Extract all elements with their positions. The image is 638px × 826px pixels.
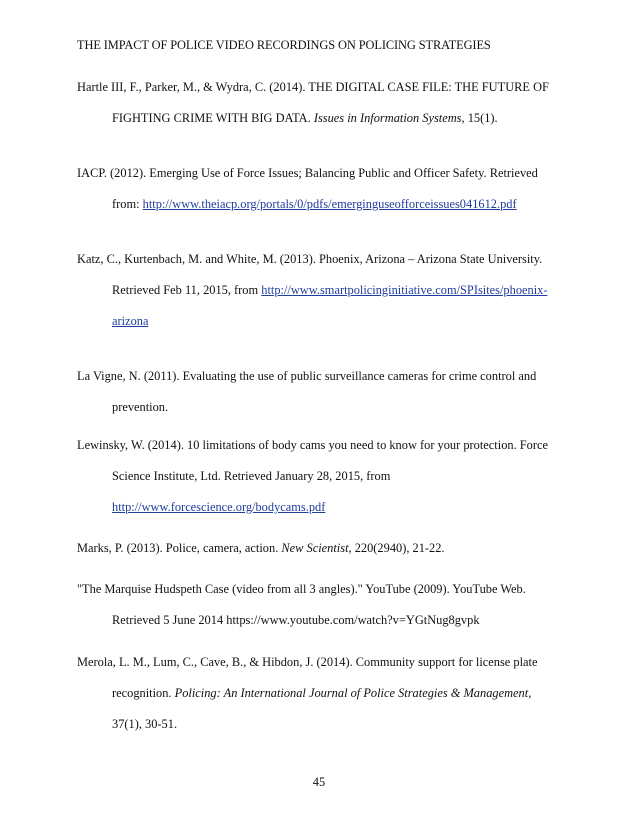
reference-katz-line-1: Katz, C., Kurtenbach, M. and White, M. (2013). Phoenix, Arizona – Arizona State University. xyxy=(77,252,543,266)
reference-hartle-source: Issues in Information Systems, xyxy=(313,111,465,125)
reference-lewinsky-line-2: Science Institute, Ltd. Retrieved January 28, 2015, from xyxy=(112,469,391,483)
reference-marks-prefix: Marks, P. (2013). Police, camera, action. xyxy=(77,541,279,555)
reference-marks-source: New Scientist xyxy=(281,541,349,555)
reference-lavigne-line-1: La Vigne, N. (2011). Evaluating the use of public surveillance cameras for crime control and xyxy=(77,369,537,383)
reference-iacp-line-2 xyxy=(112,197,517,212)
reference-lewinsky-line-1: Lewinsky, W. (2014). 10 limitations of body cams you need to know for your protection. Force xyxy=(77,438,548,452)
reference-katz-line-3 xyxy=(112,314,148,329)
reference-lewinsky-line-3 xyxy=(112,500,325,515)
reference-katz-line-2 xyxy=(112,283,547,298)
reference-hartle-line-2 xyxy=(112,111,498,126)
page-number: 45 xyxy=(312,775,326,789)
reference-iacp-prefix: from: xyxy=(112,197,140,211)
reference-lewinsky-link[interactable]: http://www.forcescience.org/bodycams.pdf xyxy=(112,500,326,514)
reference-merola-line-1: Merola, L. M., Lum, C., Cave, B., & Hibdon, J. (2014). Community support for license plate xyxy=(77,655,538,669)
reference-marks-tail: , 220(2940), 21-22. xyxy=(348,541,445,555)
reference-katz-link[interactable]: http://www.smartpolicinginitiative.com/SPIsites/phoenix- xyxy=(261,283,548,297)
reference-hartle-title: FIGHTING CRIME WITH BIG DATA. xyxy=(112,111,311,125)
reference-merola-line-3: 37(1), 30-51. xyxy=(112,717,178,731)
running-head: THE IMPACT OF POLICE VIDEO RECORDINGS ON POLICING STRATEGIES xyxy=(77,38,491,52)
reference-merola-line-2 xyxy=(112,686,531,701)
reference-marks xyxy=(77,541,445,556)
reference-lavigne-line-2: prevention. xyxy=(112,400,169,414)
reference-marquise-line-1: "The Marquise Hudspeth Case (video from all 3 angles)." YouTube (2009). YouTube Web. xyxy=(77,582,526,596)
reference-merola-prefix: recognition. xyxy=(112,686,172,700)
reference-merola-source: Policing: An International Journal of Police Strategies & Management xyxy=(174,686,529,700)
reference-hartle-line-1: Hartle III, F., Parker, M., & Wydra, C. (2014). THE DIGITAL CASE FILE: THE FUTURE OF xyxy=(77,80,549,94)
reference-iacp-link[interactable]: http://www.theiacp.org/portals/0/pdfs/emerginguseofforceissues041612.pdf xyxy=(142,197,517,211)
reference-merola-tail: , xyxy=(528,686,532,700)
reference-katz-link-continued[interactable]: arizona xyxy=(112,314,149,328)
reference-hartle-volume: 15(1). xyxy=(467,111,498,125)
reference-katz-prefix: Retrieved Feb 11, 2015, from xyxy=(112,283,259,297)
reference-iacp-line-1: IACP. (2012). Emerging Use of Force Issues; Balancing Public and Officer Safety. Retrieved xyxy=(77,166,538,180)
reference-marquise-line-2: Retrieved 5 June 2014 https://www.youtube.com/watch?v=YGtNug8gvpk xyxy=(112,613,480,627)
